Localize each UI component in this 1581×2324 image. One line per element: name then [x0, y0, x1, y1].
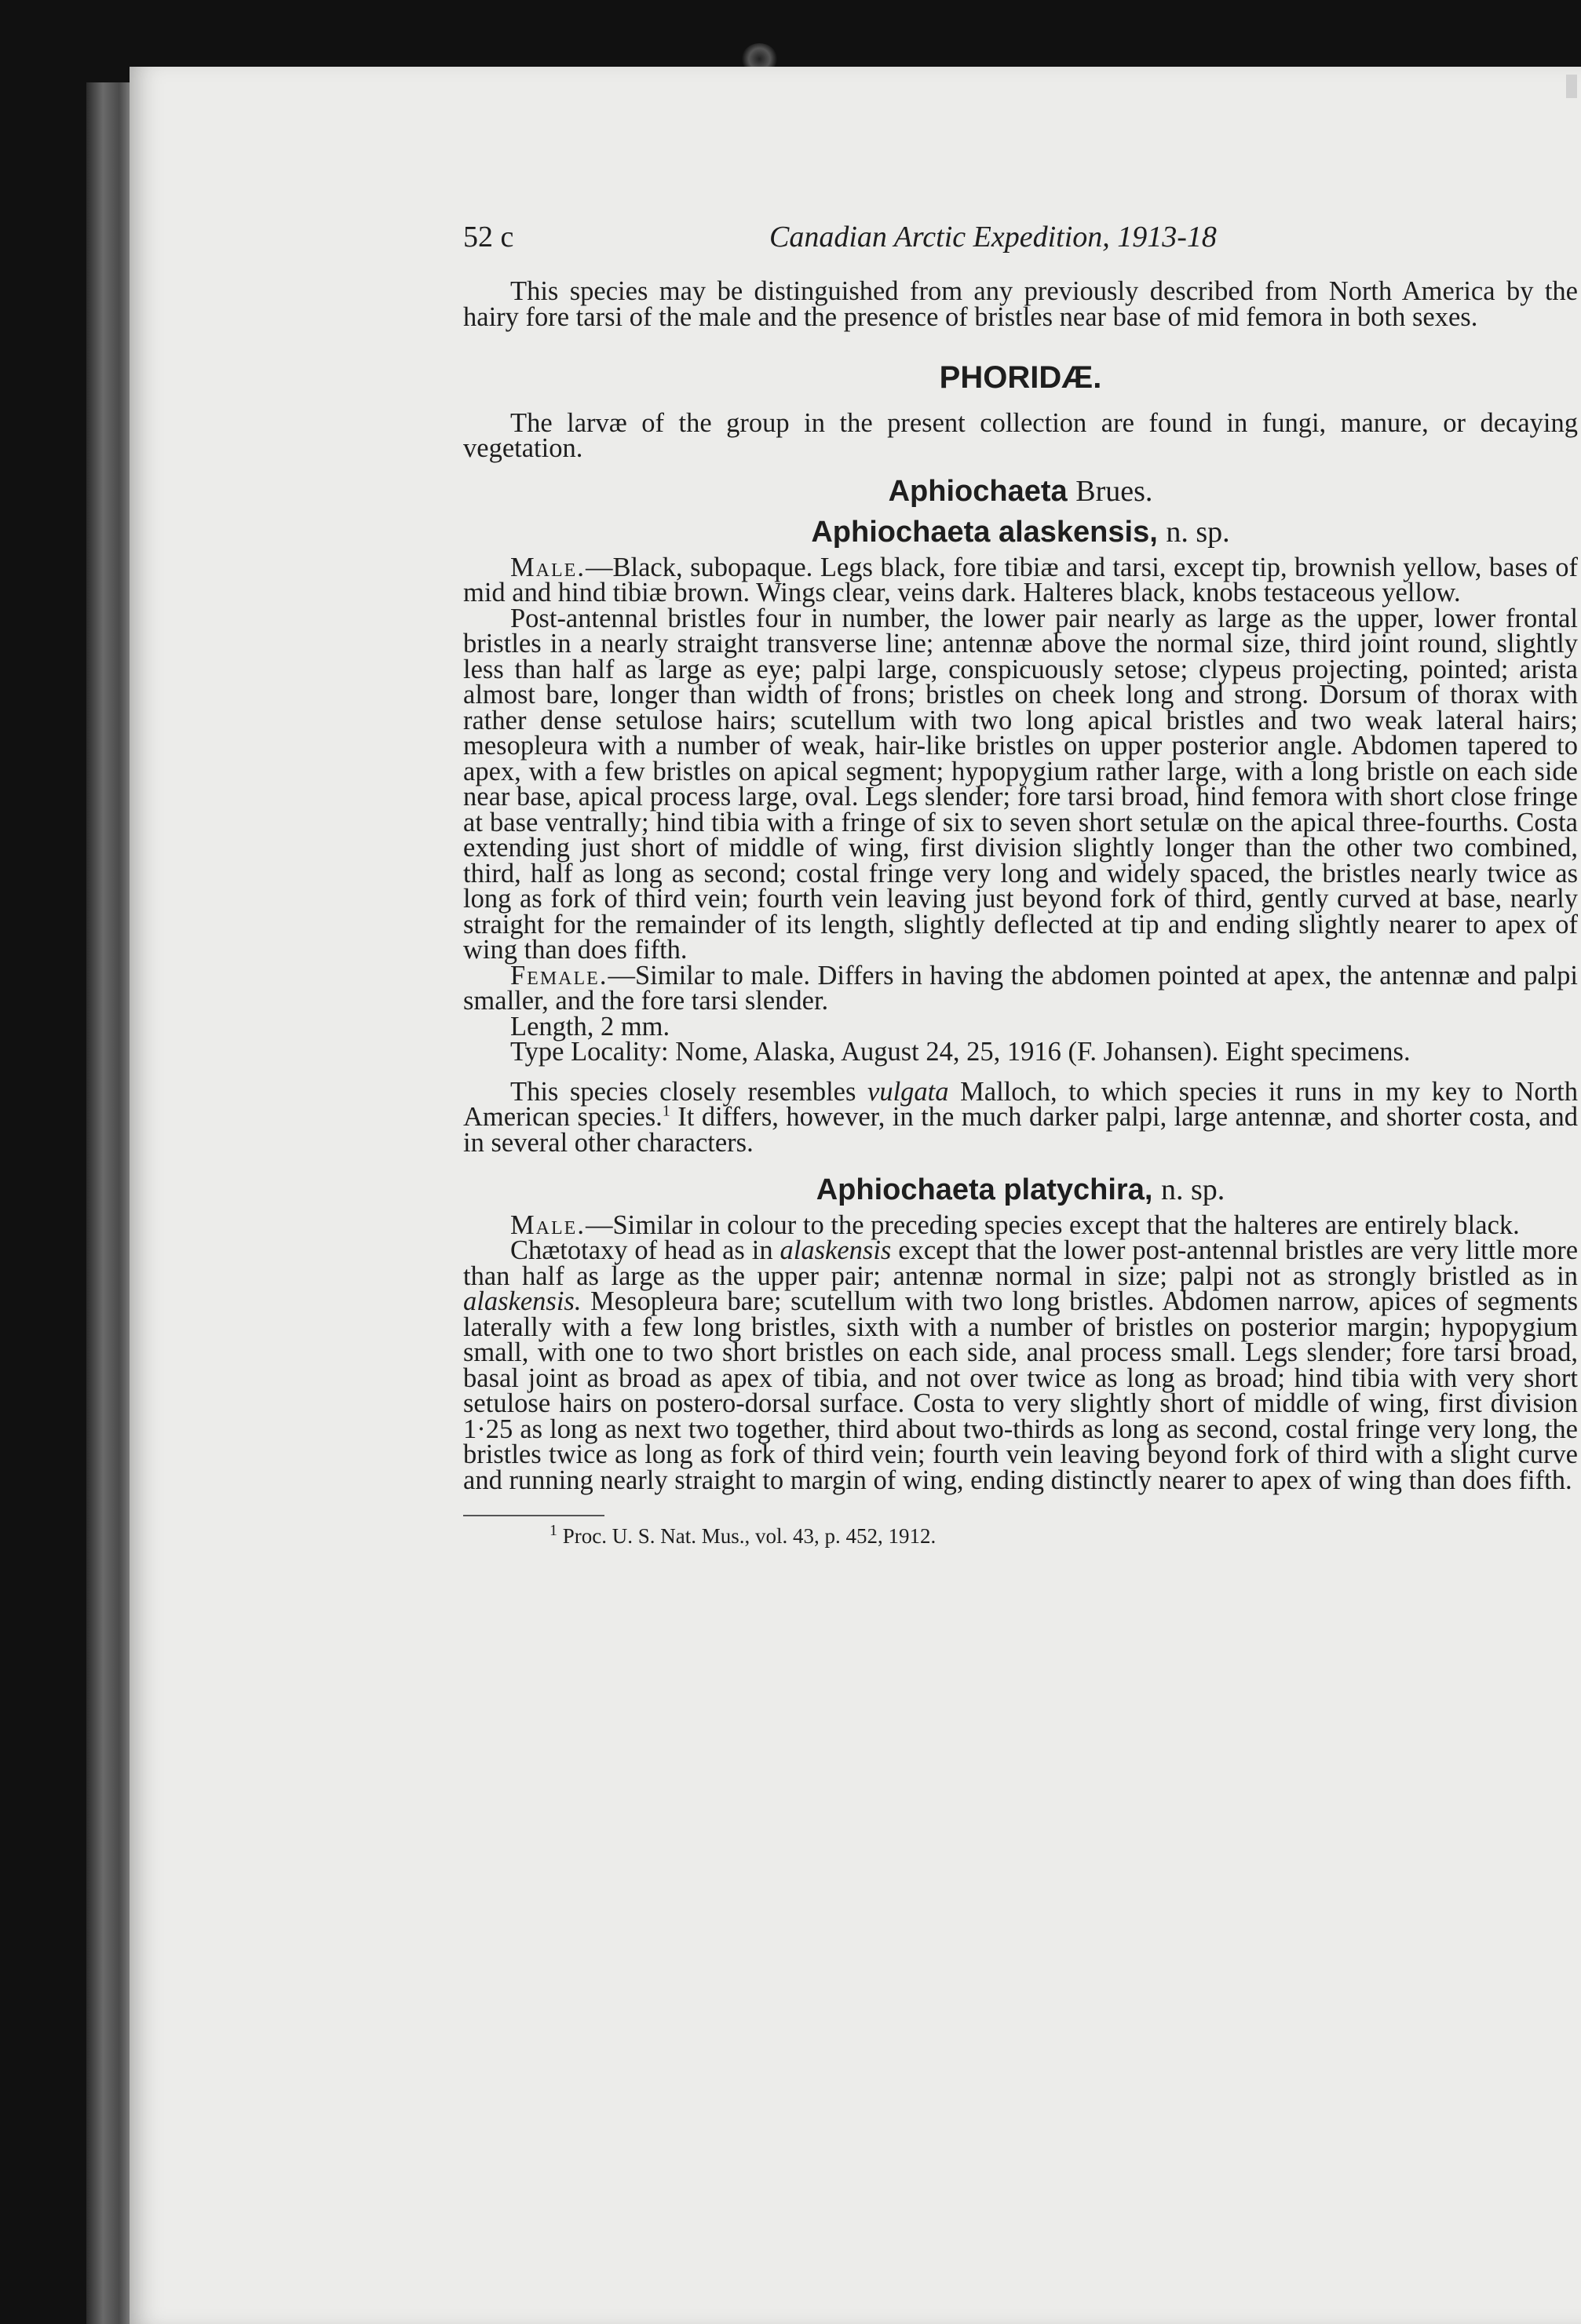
genus-heading	[463, 474, 1578, 508]
footnote-divider	[463, 1515, 604, 1516]
species-name: Aphiochaeta platychira,	[816, 1173, 1153, 1206]
species-heading-alaskensis	[463, 516, 1578, 549]
male-description	[463, 1209, 1578, 1240]
length: Length, 2 mm.	[510, 1011, 670, 1042]
detailed-description	[463, 1235, 1579, 1495]
remarks-text: It differs, however, in the much darker palpi, large antennæ, and shorter costa, and in several other characters.	[463, 1102, 1579, 1158]
footnote-marker: 1	[662, 1102, 670, 1120]
genus-author: Brues.	[1075, 474, 1153, 508]
female-description	[463, 960, 1578, 1016]
remarks-text: Malloch, to which species it runs in my key to North American species.	[463, 1076, 1578, 1132]
footnote	[463, 1524, 1578, 1548]
description-text: except that the lower post-antennal bristles are very little more than half as large as the upper pair; antennæ normal in size; palpi not as strongly bristled as in	[463, 1235, 1579, 1291]
male-text: —Similar in colour to the preceding species except that the halteres are entirely black.	[585, 1209, 1520, 1240]
page-body	[463, 276, 1579, 1548]
type-locality: Type Locality: Nome, Alaska, August 24, 25, 1916 (F. Johansen). Eight specimens.	[510, 1037, 1411, 1067]
species-status: n. sp.	[1160, 1173, 1225, 1206]
genus-name: Aphiochaeta	[888, 474, 1068, 508]
description-text: Mesopleura bare; scutellum with two long bristles. Abdomen narrow, apices of segments laterally with a few long bristles, sixth with a number of bristles on posterior margin; hypopygium small, with one to two short bristles on each side, anal process small. Legs slender; fore tarsi broad, basal joint as broad as apex of tibia, and not over twice as long as broad; hind tibia with very short setulose hairs on postero-dorsal surface. Costa to very slightly short of middle of wing, first division 1·25 as long as next two together, third about two-thirds as long as second, costal fringe very long, the bristles twice as long as fork of third vein; fourth vein leaving beyond fork of third with a slight curve and running nearly straight to margin of wing, ending distinctly nearer to apex of wing than does fifth.	[463, 1286, 1578, 1495]
female-label: Female.	[510, 960, 608, 991]
scan-binding-edge	[86, 82, 133, 2324]
remarks-text: This species closely resembles	[510, 1076, 856, 1107]
remarks-paragraph	[463, 1076, 1579, 1158]
family-paragraph: The larvæ of the group in the present collection are found in fungi, manure, or decaying vegetation.	[463, 407, 1578, 463]
female-text: —Similar to male. Differs in having the abdomen pointed at apex, the antennæ and palpi smaller, and the fore tarsi slender.	[463, 960, 1578, 1016]
species-reference: alaskensis	[780, 1235, 892, 1265]
detailed-description: Post-antennal bristles four in number, the lower pair nearly as large as the upper, lower frontal bristles in a nearly straight transverse line; antennæ above the normal size, third joint round, slightly less than half as large as eye; palpi large, conspicuously setose; clypeus projecting, pointed; arista almost bare, longer than width of frons; bristles on cheek long and strong. Dorsum of thorax with rather dense setulose hairs; scutellum with two long apical bristles and two weak lateral hairs; mesopleura with a number of weak, hair-like bristles on upper posterior angle. Abdomen tapered to apex, with a few bristles on apical segment; hypopygium rather large, with a long bristle on each side near base, apical process large, oval. Legs slender; fore tarsi broad, hind femora with short close fringe at base ventrally; hind tibia with a fringe of six to seven short setulæ on the apical three-fourths. Costa extending just short of middle of wing, first division slightly longer than the other two combined, third, half as long as second; costal fringe very long and widely spaced, the bristles nearly twice as long as fork of third vein; fourth vein leaving just beyond fork of third, gently curved at base, nearly straight for the remainder of its length, slightly deflected at tip and ending slightly nearer to apex of wing than does fifth.	[463, 603, 1578, 965]
page-header	[463, 220, 1578, 259]
intro-paragraph: This species may be distinguished from any previously described from North America by the hairy fore tarsi of the male and the presence of bristles near base of mid femora in both sexes.	[463, 276, 1578, 332]
description-text: Chætotaxy of head as in	[510, 1235, 773, 1265]
species-heading-platychira	[463, 1173, 1578, 1206]
male-label: Male.	[510, 1209, 586, 1240]
species-reference: alaskensis.	[463, 1286, 582, 1316]
scan-corner-mark	[1566, 75, 1577, 98]
family-heading: PHORIDÆ.	[939, 360, 1102, 395]
running-title: Canadian Arctic Expedition, 1913-18	[769, 221, 1217, 254]
footnote-text: Proc. U. S. Nat. Mus., vol. 43, p. 452, 1912.	[562, 1524, 937, 1548]
male-description	[463, 552, 1578, 607]
species-name: Aphiochaeta alaskensis,	[811, 516, 1158, 549]
page-number: 52 c	[463, 221, 514, 254]
footnote-number: 1	[550, 1522, 557, 1539]
male-text: —Black, subopaque. Legs black, fore tibiæ and tarsi, except tip, brownish yellow, bases of mid and hind tibiæ brown. Wings clear, veins dark. Halteres black, knobs testaceous yellow.	[463, 552, 1578, 607]
male-label: Male.	[510, 552, 586, 582]
species-status: n. sp.	[1166, 516, 1230, 549]
species-reference: vulgata	[867, 1076, 949, 1107]
